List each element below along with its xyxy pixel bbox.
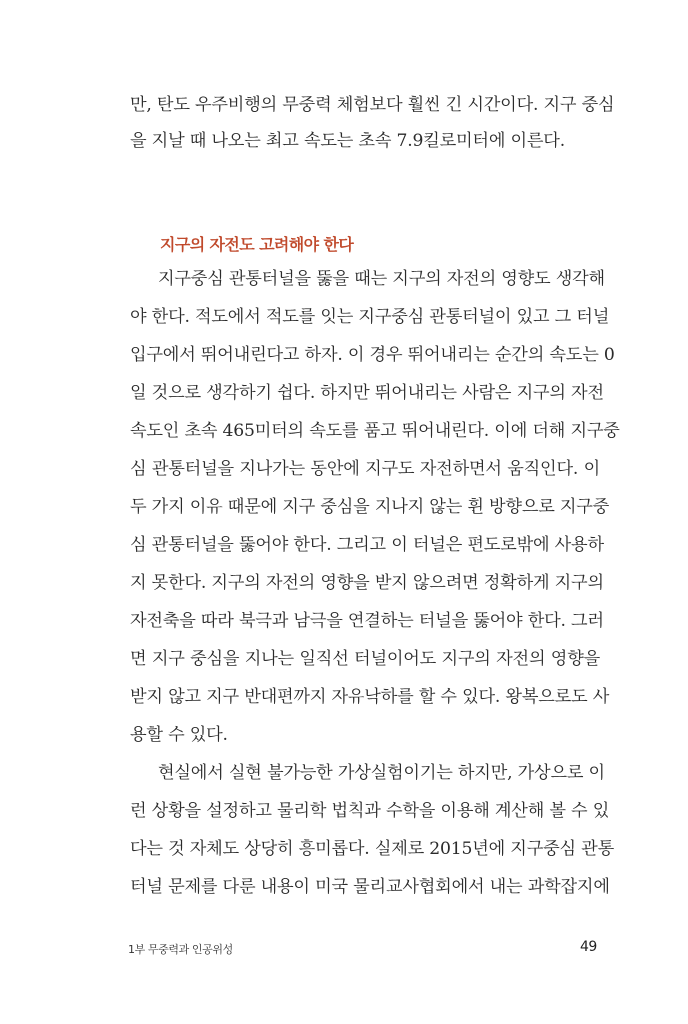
paragraph-line: 런 상황을 설정하고 물리학 법칙과 수학을 이용해 계산해 볼 수 있 [130,801,610,821]
paragraph-line: 일 것으로 생각하기 쉽다. 하지만 뛰어내리는 사람은 지구의 자전 [130,383,604,403]
paragraph-line: 면 지구 중심을 지나는 일직선 터널이어도 지구의 자전의 영향을 [130,649,600,669]
paragraph-line: 심 관통터널을 지나가는 동안에 지구도 자전하면서 움직인다. 이 [130,459,600,479]
page-number: 49 [580,939,597,955]
section-heading: 지구의 자전도 고려해야 한다 [160,235,354,254]
paragraph-line: 지구중심 관통터널을 뚫을 때는 지구의 자전의 영향도 생각해 [158,269,605,289]
running-footer-chapter: 1부 무중력과 인공위성 [128,943,233,956]
paragraph-line: 현실에서 실현 불가능한 가상실험이기는 하지만, 가상으로 이 [158,763,605,783]
paragraph-line: 터널 문제를 다룬 내용이 미국 물리교사협회에서 내는 과학잡지에 [130,877,610,897]
paragraph-line: 심 관통터널을 뚫어야 한다. 그리고 이 터널은 편도로밖에 사용하 [130,535,604,555]
paragraph-line: 다는 것 자체도 상당히 흥미롭다. 실제로 2015년에 지구중심 관통 [130,839,614,859]
paragraph-line: 입구에서 뛰어내린다고 하자. 이 경우 뛰어내리는 순간의 속도는 0 [130,345,615,365]
paragraph-line: 속도인 초속 465미터의 속도를 품고 뛰어내린다. 이에 더해 지구중 [130,421,620,441]
paragraph-line: 야 한다. 적도에서 적도를 잇는 지구중심 관통터널이 있고 그 터널 [130,307,610,327]
paragraph-line: 지 못한다. 지구의 자전의 영향을 받지 않으려면 정확하게 지구의 [130,573,604,593]
intro-line: 만, 탄도 우주비행의 무중력 체험보다 훨씬 긴 시간이다. 지구 중심 [130,95,615,115]
paragraph-line: 두 가지 이유 때문에 지구 중심을 지나지 않는 휜 방향으로 지구중 [130,497,610,517]
paragraph-line: 자전축을 따라 북극과 남극을 연결하는 터널을 뚫어야 한다. 그러 [130,611,604,631]
intro-line: 을 지날 때 나오는 최고 속도는 초속 7.9킬로미터에 이른다. [130,131,565,151]
paragraph-line: 용할 수 있다. [130,725,228,745]
paragraph-line: 받지 않고 지구 반대편까지 자유낙하를 할 수 있다. 왕복으로도 사 [130,687,610,707]
